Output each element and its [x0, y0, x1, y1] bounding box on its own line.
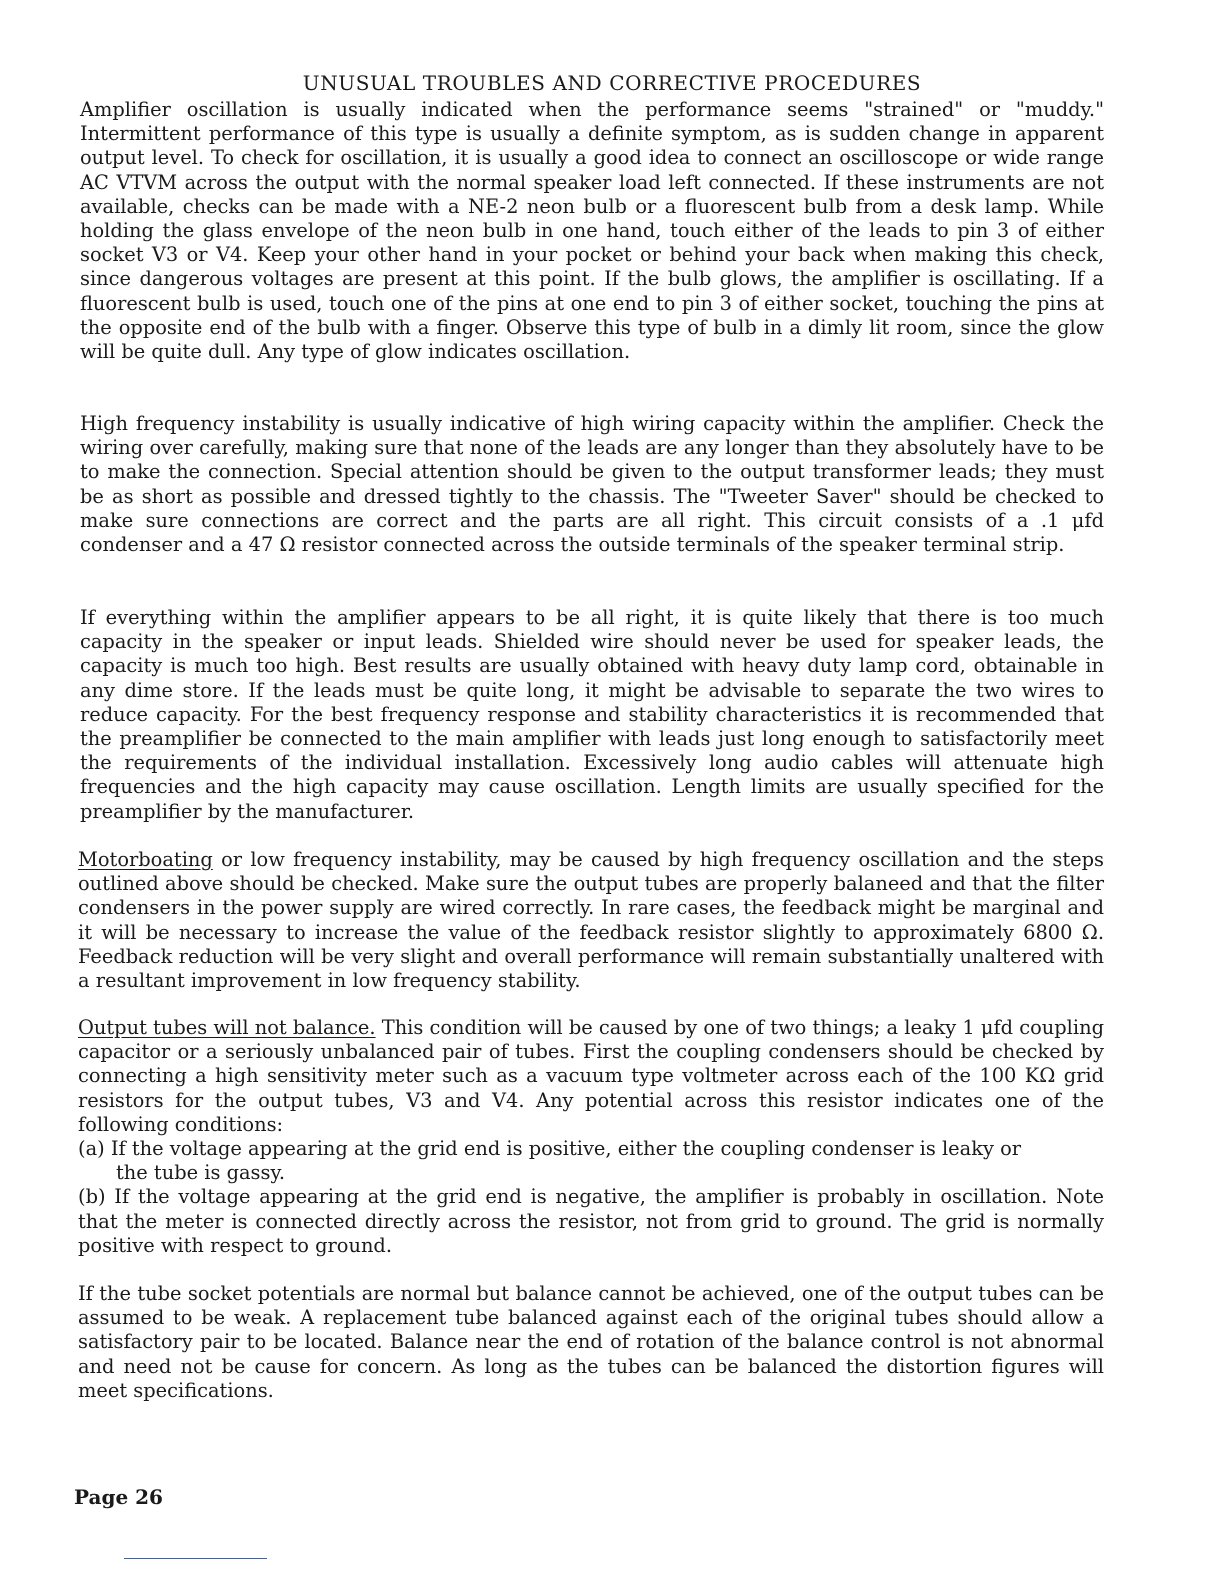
condition-b-item: (b) If the voltage appearing at the grid end is negative, the amplifier is probably in oscillation. Note that the meter is connected directly across the resistor, not from grid to ground. The grid is normally positive with respect to ground. [78, 1185, 1104, 1257]
condition-a-continuation: the tube is gassy. [116, 1161, 285, 1185]
paragraph-oscillation: Amplifier oscillation is usually indicated when the performance seems "strained" or "muddy." Intermittent performance of this type is usually a definite symptom, as is sudden change in apparent output level. To check for oscillation, it is usually a good idea to connect an oscilloscope or wide range AC VTVM across the output with the normal speaker load left connected. If these instruments are not available, checks can be made with a NE-2 neon bulb or a fluorescent bulb from a desk lamp. While holding the glass envelope of the neon bulb in one hand, touch either of the leads to pin 3 of either socket V3 or V4. Keep your other hand in your pocket or behind your back when making this check, since dangerous voltages are present at this point. If the bulb glows, the amplifier is oscillating. If a fluorescent bulb is used, touch one of the pins at one end to pin 3 of either socket, touching the pins at the opposite end of the bulb with a finger. Observe this type of bulb in a dimly lit room, since the glow will be quite dull. Any type of glow indicates oscillation. [80, 98, 1104, 364]
paragraph-speaker-leads: If everything within the amplifier appears to be all right, it is quite likely that there is too much capacity in the speaker or input leads. Shielded wire should never be used for speaker leads, the capacity is much too high. Best results are usually obtained with heavy duty lamp cord, obtainable in any dime store. If the leads must be quite long, it might be advisable to separate the two wires to reduce capacity. For the best frequency response and stability characteristics it is recommended that the preamplifier be connected to the main amplifier with leads just long enough to satisfactorily meet the requirements of the individual installation. Excessively long audio cables will attenuate high frequencies and the high capacity may cause oscillation. Length limits are usually specified for the preamplifier by the manufacturer. [80, 606, 1104, 823]
footer-divider [124, 1558, 267, 1559]
output-tubes-heading: Output tubes will not balance. [78, 1016, 376, 1039]
paragraph-motorboating [78, 848, 1104, 993]
page-number: Page 26 [74, 1485, 163, 1509]
paragraph-output-tubes-balance [78, 1016, 1104, 1258]
motorboating-body: or low frequency instability, may be caused by high frequency oscillation and the steps outlined above should be checked. Make sure the output tubes are properly balaneed and that the filter condensers in the power supply are wired correctly. In rare cases, the feedback might be marginal and it will be necessary to increase the value of the feedback resistor slightly to approximately 6800 Ω. Feedback reduction will be very slight and overall performance will remain substantially unaltered with a resultant improvement in low frequency stability. [78, 848, 1104, 993]
motorboating-heading: Motorboating [78, 848, 213, 871]
condition-a-item: (a) If the voltage appearing at the grid end is positive, either the coupling condenser is leaky or [78, 1137, 1022, 1161]
output-tubes-body: This condition will be caused by one of two things; a leaky 1 μfd coupling capacitor or a seriously unbalanced pair of tubes. First the coupling condensers should be checked by connecting a high sensitivity meter such as a vacuum type voltmeter across each of the 100 KΩ grid resistors for the output tubes, V3 and V4. Any potential across this resistor indicates one of the following conditions: [78, 1016, 1104, 1136]
page-title: UNUSUAL TROUBLES AND CORRECTIVE PROCEDURES [302, 71, 922, 95]
paragraph-high-frequency-instability: High frequency instability is usually indicative of high wiring capacity within the amplifier. Check the wiring over carefully, making sure that none of the leads are any longer than they absolutely have to be to make the connection. Special attention should be given to the output transformer leads; they must be as short as possible and dressed tightly to the chassis. The "Tweeter Saver" should be checked to make sure connections are correct and the parts are all right. This circuit consists of a .1 μfd condenser and a 47 Ω resistor connected across the outside terminals of the speaker terminal strip. [80, 412, 1104, 557]
paragraph-tube-socket-potentials: If the tube socket potentials are normal but balance cannot be achieved, one of the output tubes can be assumed to be weak. A replacement tube balanced against each of the original tubes should allow a satisfactory pair to be located. Balance near the end of rotation of the balance control is not abnormal and need not be cause for concern. As long as the tubes can be balanced the distortion figures will meet specifications. [78, 1282, 1104, 1402]
